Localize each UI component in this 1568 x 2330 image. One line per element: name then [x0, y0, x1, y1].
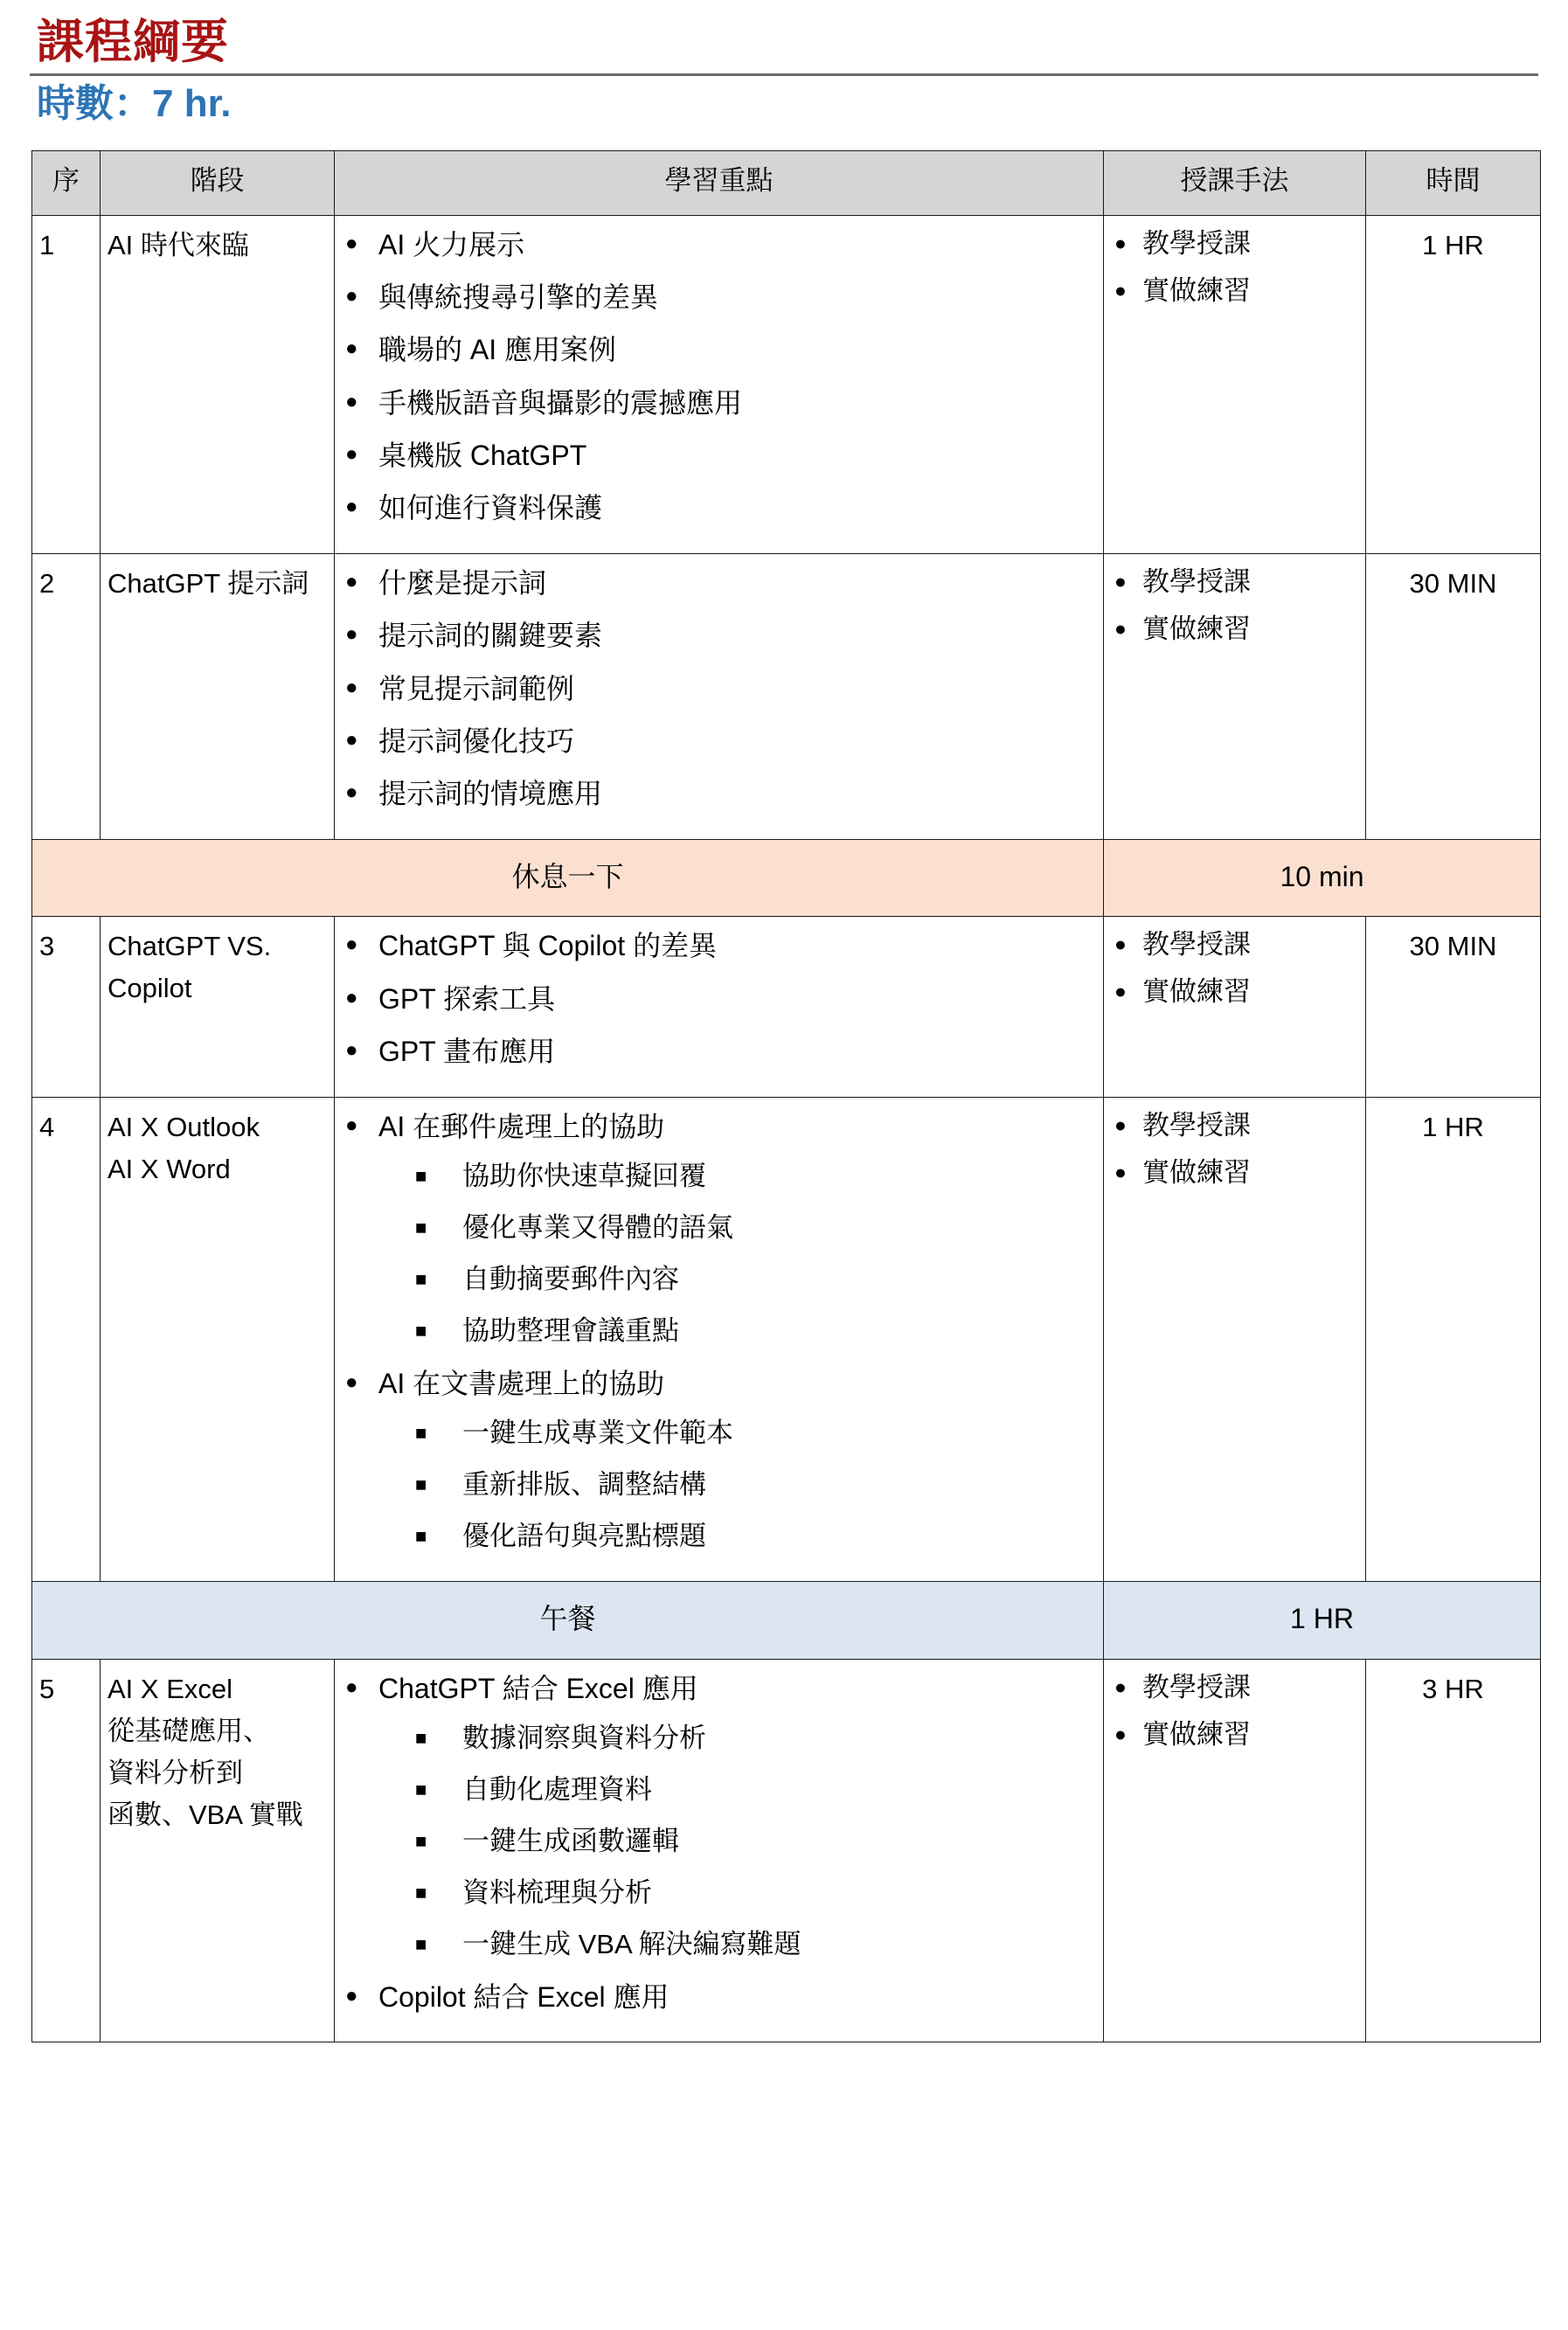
table-row: [32, 1097, 1541, 1581]
stage-line: ChatGPT 提示詞: [108, 567, 309, 599]
lunch-band-time: 1 HR: [1104, 1581, 1541, 1659]
teaching-method-item: ● 教學授課: [1111, 1106, 1358, 1145]
stage-line: 函數、VBA 實戰: [108, 1799, 303, 1830]
teaching-method-item: ● 教學授課: [1111, 225, 1358, 263]
stage-line: Copilot: [108, 973, 192, 1004]
row-learning-focus: [335, 215, 1104, 553]
row-stage: [101, 1097, 335, 1581]
learning-focus-item: ● AI 在郵件處理上的協助 ■ 協助你快速草擬回覆 ■ 優化專業又得體的語氣 ■ 自動摘要郵件內容 ■ 協助整理會議重點: [342, 1106, 1096, 1351]
learning-focus-list: [342, 1668, 1096, 2017]
learning-focus-list: [342, 563, 1096, 815]
row-teaching-method: [1104, 917, 1366, 1097]
learning-focus-sublist: [378, 1414, 1096, 1557]
teaching-method-list: [1111, 926, 1358, 1011]
row-teaching-method: [1104, 553, 1366, 839]
row-time: 30 MIN: [1366, 553, 1541, 839]
row-sequence: 5: [32, 1659, 101, 2042]
learning-focus-sublist: [378, 1157, 1096, 1351]
learning-focus-subitem: ■ 自動化處理資料: [378, 1771, 1096, 1810]
row-time: 1 HR: [1366, 215, 1541, 553]
break-band-row: [32, 839, 1541, 917]
row-stage: [101, 917, 335, 1097]
page-title: 課程綱要: [37, 16, 229, 68]
table-row: [32, 553, 1541, 839]
learning-focus-subitem: ■ 資料梳理與分析: [378, 1874, 1096, 1913]
row-learning-focus: [335, 553, 1104, 839]
learning-focus-subitem: ■ 優化語句與亮點標題: [378, 1517, 1096, 1557]
col-header-method: 授課手法: [1104, 151, 1366, 215]
table-header: [32, 151, 1541, 215]
teaching-method-list: [1111, 1106, 1358, 1192]
learning-focus-item: ● GPT 畫布應用: [342, 1031, 1096, 1071]
row-stage: [101, 553, 335, 839]
row-learning-focus: [335, 1097, 1104, 1581]
course-outline-table: [31, 150, 1541, 2042]
learning-focus-list: [342, 926, 1096, 1071]
table-row: [32, 1659, 1541, 2042]
row-time: 3 HR: [1366, 1659, 1541, 2042]
table-body: [32, 215, 1541, 2042]
stage-line: ChatGPT VS.: [108, 931, 272, 962]
learning-focus-item: ● AI 在文書處理上的協助 ■ 一鍵生成專業文件範本 ■ 重新排版、調整結構 ■ 優化語句與亮點標題: [342, 1363, 1096, 1557]
row-sequence: 1: [32, 215, 101, 553]
teaching-method-item: ● 教學授課: [1111, 563, 1358, 601]
learning-focus-item: ● AI 火力展示: [342, 225, 1096, 265]
stage-line: AI 時代來臨: [108, 229, 249, 260]
learning-focus-subitem: ■ 協助你快速草擬回覆: [378, 1157, 1096, 1196]
learning-focus-item: ● 提示詞的情境應用: [342, 773, 1096, 814]
learning-focus-item: ● 職場的 AI 應用案例: [342, 329, 1096, 370]
learning-focus-item: ● 常見提示詞範例: [342, 669, 1096, 709]
row-sequence: 2: [32, 553, 101, 839]
row-learning-focus: [335, 1659, 1104, 2042]
learning-focus-subitem: ■ 一鍵生成函數邏輯: [378, 1822, 1096, 1862]
col-header-stage: 階段: [101, 151, 335, 215]
teaching-method-item: ● 實做練習: [1111, 1154, 1358, 1192]
teaching-method-list: [1111, 225, 1358, 310]
teaching-method-list: [1111, 1668, 1358, 1754]
learning-focus-subitem: ■ 優化專業又得體的語氣: [378, 1209, 1096, 1248]
learning-focus-item: ● ChatGPT 與 Copilot 的差異: [342, 926, 1096, 966]
col-header-time: 時間: [1366, 151, 1541, 215]
learning-focus-item: ● 提示詞優化技巧: [342, 721, 1096, 761]
teaching-method-item: ● 實做練習: [1111, 272, 1358, 310]
learning-focus-subitem: ■ 數據洞察與資料分析: [378, 1719, 1096, 1758]
learning-focus-item: ● 桌機版 ChatGPT: [342, 435, 1096, 475]
teaching-method-item: ● 實做練習: [1111, 973, 1358, 1011]
row-time: 1 HR: [1366, 1097, 1541, 1581]
break-band-label: 休息一下: [32, 839, 1104, 917]
row-stage: [101, 1659, 335, 2042]
row-teaching-method: [1104, 1659, 1366, 2042]
learning-focus-item: ● GPT 探索工具: [342, 979, 1096, 1019]
col-header-seq: 序: [32, 151, 101, 215]
stage-line: AI X Excel: [108, 1673, 232, 1704]
row-teaching-method: [1104, 215, 1366, 553]
row-time: 30 MIN: [1366, 917, 1541, 1097]
learning-focus-item: ● 什麼是提示詞: [342, 563, 1096, 603]
stage-line: AI X Outlook: [108, 1111, 260, 1142]
teaching-method-item: ● 實做練習: [1111, 1716, 1358, 1754]
learning-focus-item: ● 如何進行資料保護: [342, 488, 1096, 528]
row-learning-focus: [335, 917, 1104, 1097]
row-stage: [101, 215, 335, 553]
row-sequence: 4: [32, 1097, 101, 1581]
lunch-band-row: [32, 1581, 1541, 1659]
table-row: [32, 215, 1541, 553]
learning-focus-item: ● ChatGPT 結合 Excel 應用 ■ 數據洞察與資料分析 ■ 自動化處理資料 ■ 一鍵生成函數邏輯 ■ 資料梳理與分析 ■ 一鍵生成 VBA 解決編寫難題: [342, 1668, 1096, 1965]
title-divider: [30, 73, 1538, 76]
learning-focus-item: ● 與傳統搜尋引擎的差異: [342, 277, 1096, 317]
teaching-method-item: ● 教學授課: [1111, 1668, 1358, 1707]
learning-focus-list: [342, 1106, 1096, 1557]
learning-focus-item: ● 手機版語音與攝影的震撼應用: [342, 383, 1096, 423]
learning-focus-item: ● 提示詞的關鍵要素: [342, 615, 1096, 655]
teaching-method-item: ● 實做練習: [1111, 610, 1358, 648]
learning-focus-subitem: ■ 自動摘要郵件內容: [378, 1260, 1096, 1300]
learning-focus-subitem: ■ 一鍵生成專業文件範本: [378, 1414, 1096, 1453]
col-header-focus: 學習重點: [335, 151, 1104, 215]
teaching-method-list: [1111, 563, 1358, 648]
table-header-row: [32, 151, 1541, 215]
break-band-time: 10 min: [1104, 839, 1541, 917]
learning-focus-subitem: ■ 重新排版、調整結構: [378, 1466, 1096, 1505]
learning-focus-list: [342, 225, 1096, 529]
teaching-method-item: ● 教學授課: [1111, 926, 1358, 964]
row-sequence: 3: [32, 917, 101, 1097]
row-teaching-method: [1104, 1097, 1366, 1581]
lunch-band-label: 午餐: [32, 1581, 1104, 1659]
stage-line: AI X Word: [108, 1153, 231, 1184]
stage-line: 從基礎應用、: [108, 1715, 270, 1746]
stage-line: 資料分析到: [108, 1757, 243, 1788]
learning-focus-subitem: ■ 一鍵生成 VBA 解決編寫難題: [378, 1925, 1096, 1965]
learning-focus-item: ● Copilot 結合 Excel 應用: [342, 1977, 1096, 2017]
learning-focus-subitem: ■ 協助整理會議重點: [378, 1312, 1096, 1351]
course-duration-subtitle: 時數：7 hr.: [37, 82, 232, 126]
table-row: [32, 917, 1541, 1097]
learning-focus-sublist: [378, 1719, 1096, 1965]
